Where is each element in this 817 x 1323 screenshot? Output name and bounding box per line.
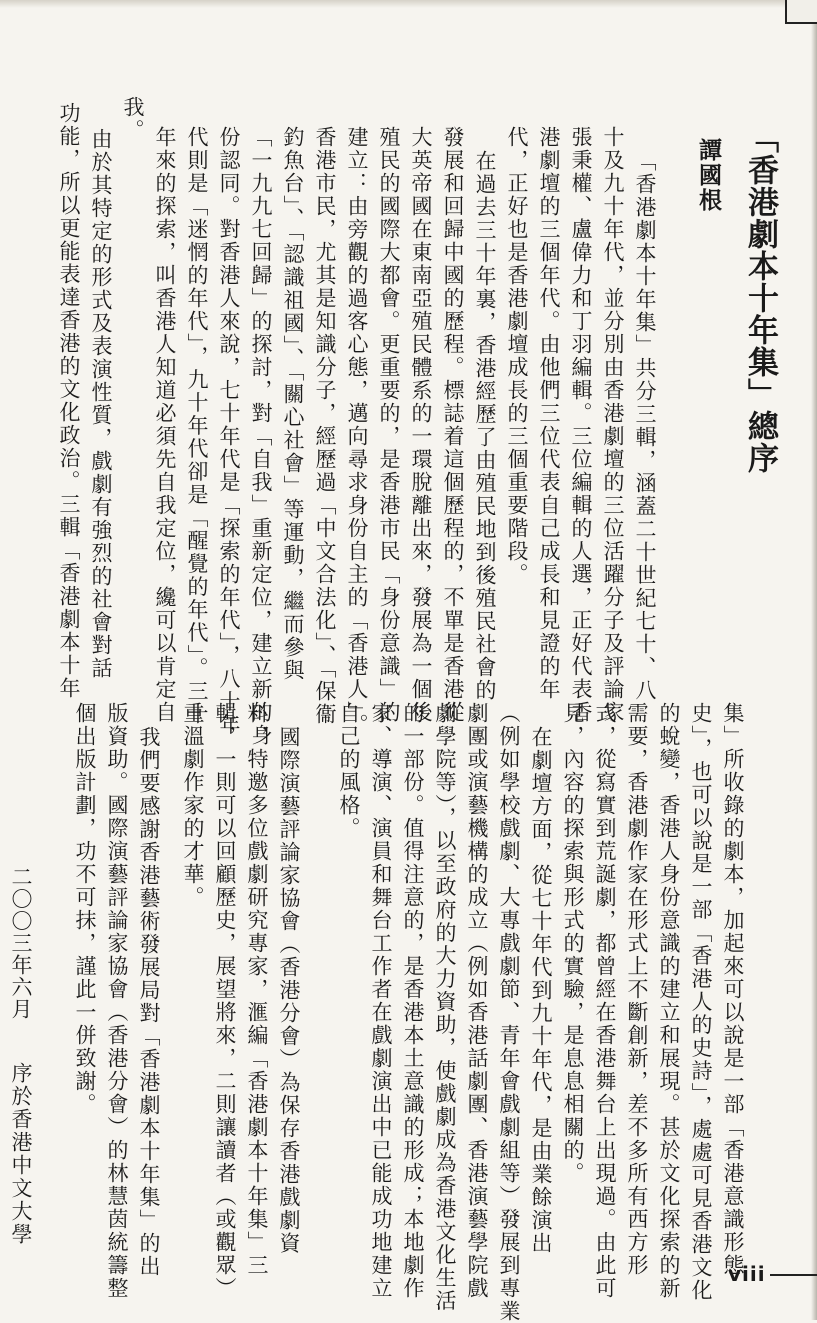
upper-column: 由於其特定的形式及表演性質，戲劇有強烈的社會對話 bbox=[89, 128, 113, 680]
lower-column: 集」所收錄的劇本，加起來可以說是一部「香港意識形態 bbox=[721, 702, 745, 1277]
upper-column: 「一九九七回歸」的探討，對「自我」重新定位，建立新的身 bbox=[249, 126, 273, 747]
upper-column: 張秉權、盧偉力和丁羽編輯。三位編輯的人選，正好代表香 bbox=[569, 126, 593, 724]
upper-column: 香港市民，尤其是知識分子，經歷過「中文合法化」、「保衞 bbox=[313, 126, 337, 726]
lower-column: 的一部份。值得注意的，是香港本土意識的形成；本地劇作 bbox=[401, 702, 425, 1300]
lower-column: 個出版計劃，功不可抹，謹此一併致謝。 bbox=[73, 702, 97, 1116]
signature-date: 二〇〇三年六月 bbox=[9, 866, 33, 1020]
lower-column: 劇團或演藝機構的成立（例如香港話劇團、香港演藝學院戲 bbox=[465, 702, 489, 1300]
upper-column: 大英帝國在東南亞殖民體系的一環脫離出來，發展為一個後 bbox=[409, 126, 433, 724]
preface-title: 「香港劇本十年集」總序 bbox=[742, 122, 778, 474]
corner-crop-mark bbox=[785, 0, 817, 24]
lower-column: 在劇壇方面，從七十年代到九十年代，是由業餘演出 bbox=[529, 726, 553, 1255]
upper-column: 在過去三十年裏，香港經歷了由殖民地到後殖民社會的 bbox=[473, 150, 497, 702]
upper-column: 份認同。對香港人來說，七十年代是「探索的年代」，八十年 bbox=[217, 126, 241, 737]
upper-column: 代則是「迷惘的年代」，九十年代卻是「醒覺的年代」。三十 bbox=[185, 126, 209, 726]
lower-column: 版資助。國際演藝評論家協會（香港分會）的林慧茵統籌整 bbox=[105, 702, 129, 1300]
lower-column: 式，從寫實到荒誕劇，都曾經在香港舞台上出現過。由此可 bbox=[593, 702, 617, 1300]
lower-column: 見，內容的探索與形式的實驗，是息息相關的。 bbox=[561, 702, 585, 1185]
lower-column: 料，特邀多位戲劇研究專家，滙編「香港劇本十年集」三 bbox=[245, 702, 269, 1277]
scan-top-edge bbox=[0, 0, 817, 8]
upper-column: 發展和回歸中國的歷程。標誌着這個歷程的，不單是香港從 bbox=[441, 126, 465, 724]
page-number-rule bbox=[770, 1274, 817, 1276]
lower-column: 家、導演、演員和舞台工作者在戲劇演出中已能成功地建立 bbox=[369, 702, 393, 1300]
upper-column: 功能，所以更能表達香港的文化政治。三輯「香港劇本十年 bbox=[57, 102, 81, 700]
lower-column: 我們要感謝香港藝術發展局對「香港劇本十年集」的出 bbox=[137, 726, 161, 1278]
upper-column: 十及九十年代，並分別由香港劇壇的三位活躍分子及評論家 bbox=[601, 126, 625, 724]
lower-column: 輯，一則可以回顧歷史，展望將來，二則讓讀者（或觀眾） bbox=[213, 702, 237, 1300]
upper-column: 「香港劇本十年集」共分三輯，涵蓋二十世紀七十、八 bbox=[633, 150, 657, 702]
upper-column: 港劇壇的三個年代。由他們三位代表自己成長和見證的年 bbox=[537, 126, 561, 701]
lower-column: 需要，香港劇作家在形式上不斷創新，差不多所有西方形 bbox=[625, 702, 649, 1277]
page-number: viii bbox=[728, 1262, 766, 1286]
upper-column: 建立：由旁觀的過客心態，邁向尋求身份自主的「香港人」。 bbox=[345, 126, 369, 737]
lower-column: 重溫劇作家的才華。 bbox=[181, 702, 205, 909]
scan-right-edge bbox=[811, 0, 817, 1320]
lower-column: 的蛻變，香港人身份意識的建立和展現。甚於文化探索的新 bbox=[657, 702, 681, 1300]
author-name: 譚國根 bbox=[695, 138, 721, 213]
upper-column: 釣魚台」、「認識祖國」、「關心社會」等運動，繼而參與 bbox=[281, 126, 305, 682]
signature-place: 序於香港中文大學 bbox=[9, 1062, 33, 1246]
upper-column: 年來的探索，叫香港人知道必須先自我定位，纔可以肯定自 bbox=[153, 126, 177, 724]
upper-column: 殖民的國際大都會。更重要的，是香港市民「身份意識」的 bbox=[377, 126, 401, 724]
lower-column: 自己的風格。 bbox=[337, 702, 361, 840]
upper-column: 我。 bbox=[121, 96, 145, 142]
lower-column: （例如學校戲劇、大專戲劇節、青年會戲劇組等）發展到專業 bbox=[497, 702, 521, 1323]
lower-column: 史」，也可以說是一部「香港人的史詩」，處處可見香港文化 bbox=[689, 702, 713, 1302]
lower-column: 國際演藝評論家協會（香港分會）為保存香港戲劇資 bbox=[277, 726, 301, 1255]
upper-column: 代，正好也是香港劇壇成長的三個重要階段。 bbox=[505, 126, 529, 586]
lower-column: 劇學院等），以至政府的大力資助，使戲劇成為香港文化生活 bbox=[433, 702, 457, 1313]
